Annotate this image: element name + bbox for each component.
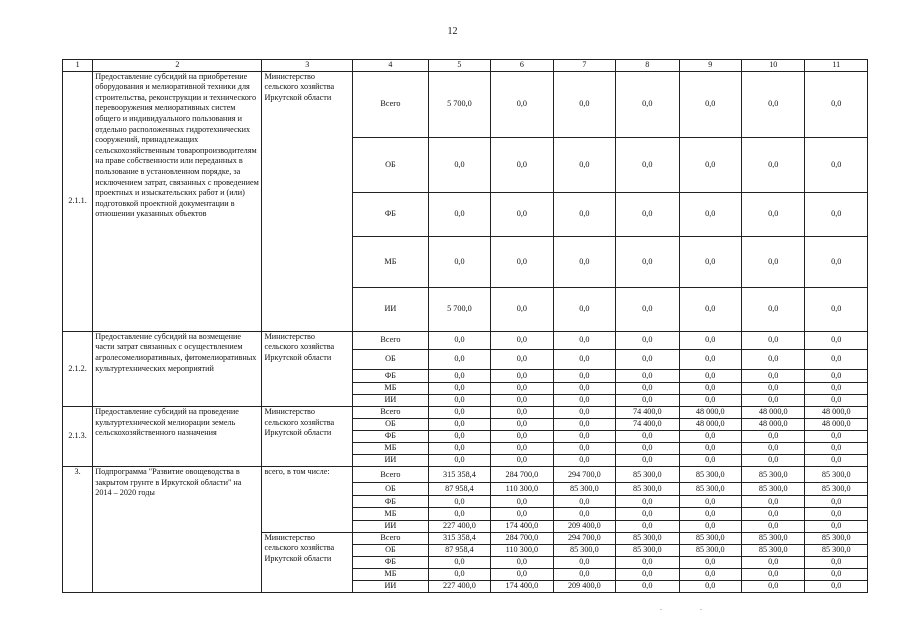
- table-row: [63, 71, 868, 137]
- value-cell: 0,0: [679, 508, 741, 520]
- funding-source-cell: ИИ: [353, 287, 429, 331]
- value-cell: 0,0: [491, 443, 553, 455]
- funding-source-cell: МБ: [353, 568, 429, 580]
- value-cell: 0,0: [679, 580, 741, 592]
- value-cell: 0,0: [741, 331, 804, 349]
- value-cell: 0,0: [741, 287, 804, 331]
- column-header: 2: [93, 60, 262, 72]
- value-cell: 0,0: [679, 568, 741, 580]
- value-cell: 48 000,0: [679, 419, 741, 431]
- column-header: 5: [428, 60, 490, 72]
- value-cell: 0,0: [616, 520, 679, 532]
- executor-cell: Министерство сельского хозяйства Иркутской области: [262, 331, 353, 406]
- value-cell: 0,0: [679, 71, 741, 137]
- table-row: [63, 331, 868, 349]
- value-cell: 0,0: [553, 568, 615, 580]
- value-cell: 0,0: [805, 580, 868, 592]
- value-cell: 0,0: [616, 193, 679, 237]
- value-cell: 0,0: [679, 369, 741, 382]
- value-cell: 0,0: [428, 331, 490, 349]
- funding-source-cell: ОБ: [353, 544, 429, 556]
- column-header: 3: [262, 60, 353, 72]
- funding-source-cell: ФБ: [353, 431, 429, 443]
- value-cell: 85 300,0: [805, 544, 868, 556]
- value-cell: 0,0: [491, 331, 553, 349]
- value-cell: 0,0: [616, 496, 679, 508]
- value-cell: 0,0: [679, 287, 741, 331]
- value-cell: 0,0: [553, 237, 615, 287]
- value-cell: 85 300,0: [679, 467, 741, 483]
- value-cell: 0,0: [428, 137, 490, 192]
- value-cell: 0,0: [553, 193, 615, 237]
- value-cell: 0,0: [741, 508, 804, 520]
- table-row: [63, 467, 868, 483]
- executor-cell: Министерство сельского хозяйства Иркутской области: [262, 532, 353, 592]
- funding-source-cell: ИИ: [353, 580, 429, 592]
- value-cell: 0,0: [491, 369, 553, 382]
- funding-source-cell: ИИ: [353, 520, 429, 532]
- value-cell: 0,0: [491, 395, 553, 407]
- value-cell: 315 358,4: [428, 532, 490, 544]
- value-cell: 0,0: [805, 331, 868, 349]
- value-cell: 0,0: [805, 71, 868, 137]
- funding-source-cell: Всего: [353, 71, 429, 137]
- column-header: 8: [616, 60, 679, 72]
- value-cell: 0,0: [553, 382, 615, 394]
- value-cell: 85 300,0: [553, 544, 615, 556]
- value-cell: 0,0: [741, 443, 804, 455]
- funding-source-cell: ИИ: [353, 455, 429, 467]
- funding-source-cell: Всего: [353, 532, 429, 544]
- item-code: 2.1.1.: [63, 71, 93, 331]
- value-cell: 110 300,0: [491, 483, 553, 496]
- value-cell: 0,0: [428, 382, 490, 394]
- value-cell: 0,0: [805, 520, 868, 532]
- value-cell: 0,0: [616, 369, 679, 382]
- value-cell: 85 300,0: [805, 467, 868, 483]
- value-cell: 0,0: [428, 369, 490, 382]
- value-cell: 0,0: [616, 556, 679, 568]
- funding-source-cell: ОБ: [353, 349, 429, 369]
- value-cell: 48 000,0: [741, 407, 804, 419]
- value-cell: 0,0: [805, 508, 868, 520]
- scan-artifact: . .: [660, 603, 710, 612]
- funding-source-cell: Всего: [353, 331, 429, 349]
- value-cell: 85 300,0: [679, 483, 741, 496]
- column-header: 1: [63, 60, 93, 72]
- item-description: Предоставление субсидий на проведение культуртехнической мелиорации земель сельскохозяйственного назначения: [93, 407, 262, 467]
- executor-cell: Министерство сельского хозяйства Иркутской области: [262, 407, 353, 467]
- value-cell: 0,0: [741, 520, 804, 532]
- funding-source-cell: ФБ: [353, 369, 429, 382]
- value-cell: 0,0: [616, 382, 679, 394]
- value-cell: 0,0: [805, 496, 868, 508]
- value-cell: 284 700,0: [491, 467, 553, 483]
- value-cell: 227 400,0: [428, 580, 490, 592]
- value-cell: 0,0: [679, 431, 741, 443]
- value-cell: 5 700,0: [428, 71, 490, 137]
- value-cell: 48 000,0: [741, 419, 804, 431]
- column-header: 9: [679, 60, 741, 72]
- value-cell: 0,0: [679, 520, 741, 532]
- value-cell: 294 700,0: [553, 532, 615, 544]
- value-cell: 0,0: [679, 455, 741, 467]
- funding-source-cell: МБ: [353, 443, 429, 455]
- value-cell: 110 300,0: [491, 544, 553, 556]
- value-cell: 0,0: [679, 382, 741, 394]
- value-cell: 0,0: [428, 443, 490, 455]
- column-header: 11: [805, 60, 868, 72]
- value-cell: 0,0: [741, 349, 804, 369]
- value-cell: 0,0: [741, 382, 804, 394]
- value-cell: 0,0: [741, 369, 804, 382]
- funding-source-cell: МБ: [353, 237, 429, 287]
- item-code: 2.1.3.: [63, 407, 93, 467]
- value-cell: 48 000,0: [679, 407, 741, 419]
- value-cell: 0,0: [553, 287, 615, 331]
- funding-source-cell: МБ: [353, 508, 429, 520]
- value-cell: 0,0: [491, 237, 553, 287]
- value-cell: 0,0: [616, 287, 679, 331]
- value-cell: 0,0: [428, 556, 490, 568]
- value-cell: 0,0: [553, 331, 615, 349]
- value-cell: 0,0: [679, 349, 741, 369]
- value-cell: 0,0: [679, 395, 741, 407]
- value-cell: 85 300,0: [805, 532, 868, 544]
- value-cell: 87 958,4: [428, 483, 490, 496]
- item-description: Предоставление субсидий на приобретение оборудования и мелиоративной техники для строительства, реконструкции и технического перевооружения мелиоративных систем общего и индивидуального пользования и отдельно расположенных гидротехнических сооружений, принадлежащих сельскохозяйственным товаропроизводителям на праве собственности или переданных в пользование в установленном порядке, за исключением затрат, связанных с проведением проектных и изыскательских работ и (или) подготовкой проектной документации в отношении указанных объектов: [93, 71, 262, 331]
- value-cell: 0,0: [805, 556, 868, 568]
- value-cell: 294 700,0: [553, 467, 615, 483]
- value-cell: 0,0: [741, 568, 804, 580]
- value-cell: 85 300,0: [616, 483, 679, 496]
- value-cell: 0,0: [428, 455, 490, 467]
- value-cell: 0,0: [805, 431, 868, 443]
- value-cell: 0,0: [741, 137, 804, 192]
- value-cell: 0,0: [616, 395, 679, 407]
- funding-source-cell: ОБ: [353, 483, 429, 496]
- value-cell: 227 400,0: [428, 520, 490, 532]
- table-row: [63, 407, 868, 419]
- value-cell: 0,0: [428, 508, 490, 520]
- value-cell: 0,0: [805, 193, 868, 237]
- value-cell: 0,0: [553, 431, 615, 443]
- value-cell: 0,0: [679, 443, 741, 455]
- value-cell: 0,0: [741, 455, 804, 467]
- value-cell: 174 400,0: [491, 580, 553, 592]
- value-cell: 0,0: [491, 431, 553, 443]
- funding-source-cell: Всего: [353, 467, 429, 483]
- value-cell: 0,0: [491, 455, 553, 467]
- column-number-row: [63, 60, 868, 72]
- value-cell: 0,0: [679, 496, 741, 508]
- value-cell: 0,0: [428, 407, 490, 419]
- value-cell: 0,0: [428, 395, 490, 407]
- value-cell: 209 400,0: [553, 580, 615, 592]
- value-cell: 0,0: [616, 568, 679, 580]
- value-cell: 0,0: [491, 71, 553, 137]
- value-cell: 0,0: [805, 455, 868, 467]
- value-cell: 0,0: [553, 455, 615, 467]
- value-cell: 85 300,0: [616, 544, 679, 556]
- value-cell: 0,0: [491, 287, 553, 331]
- value-cell: 74 400,0: [616, 407, 679, 419]
- funding-source-cell: ОБ: [353, 419, 429, 431]
- value-cell: 0,0: [553, 508, 615, 520]
- value-cell: 0,0: [741, 556, 804, 568]
- value-cell: 0,0: [805, 287, 868, 331]
- executor-cell: всего, в том числе:: [262, 467, 353, 532]
- value-cell: 0,0: [553, 407, 615, 419]
- value-cell: 0,0: [428, 496, 490, 508]
- item-description: Подпрограмма "Развитие овощеводства в закрытом грунте в Иркутской области" на 2014 – 2020 годы: [93, 467, 262, 593]
- item-code: 2.1.2.: [63, 331, 93, 406]
- value-cell: 85 300,0: [553, 483, 615, 496]
- value-cell: 0,0: [805, 369, 868, 382]
- value-cell: 0,0: [741, 193, 804, 237]
- value-cell: 0,0: [553, 419, 615, 431]
- value-cell: 0,0: [741, 580, 804, 592]
- value-cell: 0,0: [616, 137, 679, 192]
- value-cell: 0,0: [491, 193, 553, 237]
- value-cell: 85 300,0: [741, 544, 804, 556]
- value-cell: 87 958,4: [428, 544, 490, 556]
- value-cell: 0,0: [491, 382, 553, 394]
- value-cell: 85 300,0: [616, 467, 679, 483]
- value-cell: 0,0: [491, 349, 553, 369]
- value-cell: 85 300,0: [805, 483, 868, 496]
- value-cell: 0,0: [805, 137, 868, 192]
- value-cell: 0,0: [616, 431, 679, 443]
- value-cell: 0,0: [741, 431, 804, 443]
- value-cell: 0,0: [553, 369, 615, 382]
- value-cell: 48 000,0: [805, 419, 868, 431]
- value-cell: 0,0: [679, 193, 741, 237]
- value-cell: 0,0: [741, 496, 804, 508]
- value-cell: 0,0: [805, 382, 868, 394]
- funding-source-cell: ФБ: [353, 496, 429, 508]
- value-cell: 0,0: [491, 137, 553, 192]
- value-cell: 0,0: [491, 508, 553, 520]
- value-cell: 0,0: [428, 237, 490, 287]
- value-cell: 0,0: [553, 395, 615, 407]
- value-cell: 0,0: [616, 580, 679, 592]
- value-cell: 0,0: [428, 431, 490, 443]
- value-cell: 0,0: [616, 331, 679, 349]
- value-cell: 85 300,0: [616, 532, 679, 544]
- column-header: 6: [491, 60, 553, 72]
- value-cell: 0,0: [428, 193, 490, 237]
- value-cell: 0,0: [679, 237, 741, 287]
- value-cell: 0,0: [616, 237, 679, 287]
- value-cell: 0,0: [491, 496, 553, 508]
- funding-source-cell: МБ: [353, 382, 429, 394]
- value-cell: 0,0: [679, 137, 741, 192]
- value-cell: 0,0: [616, 349, 679, 369]
- executor-cell: Министерство сельского хозяйства Иркутской области: [262, 71, 353, 331]
- value-cell: 315 358,4: [428, 467, 490, 483]
- value-cell: 85 300,0: [741, 532, 804, 544]
- value-cell: 0,0: [741, 71, 804, 137]
- column-header: 4: [353, 60, 429, 72]
- funding-source-cell: ОБ: [353, 137, 429, 192]
- funding-source-cell: ФБ: [353, 556, 429, 568]
- value-cell: 0,0: [428, 349, 490, 369]
- value-cell: 85 300,0: [741, 483, 804, 496]
- value-cell: 0,0: [491, 556, 553, 568]
- item-code: 3.: [63, 467, 93, 593]
- value-cell: 85 300,0: [679, 532, 741, 544]
- value-cell: 0,0: [491, 407, 553, 419]
- value-cell: 85 300,0: [741, 467, 804, 483]
- value-cell: 0,0: [553, 71, 615, 137]
- value-cell: 0,0: [805, 349, 868, 369]
- value-cell: 209 400,0: [553, 520, 615, 532]
- funding-source-cell: ФБ: [353, 193, 429, 237]
- value-cell: 0,0: [616, 71, 679, 137]
- value-cell: 0,0: [741, 395, 804, 407]
- value-cell: 5 700,0: [428, 287, 490, 331]
- value-cell: 0,0: [616, 455, 679, 467]
- value-cell: 0,0: [616, 443, 679, 455]
- value-cell: 0,0: [679, 331, 741, 349]
- value-cell: 0,0: [428, 419, 490, 431]
- value-cell: 0,0: [553, 349, 615, 369]
- value-cell: 0,0: [553, 443, 615, 455]
- value-cell: 0,0: [741, 237, 804, 287]
- value-cell: 85 300,0: [679, 544, 741, 556]
- value-cell: 0,0: [553, 137, 615, 192]
- value-cell: 0,0: [805, 237, 868, 287]
- value-cell: 48 000,0: [805, 407, 868, 419]
- column-header: 7: [553, 60, 615, 72]
- value-cell: 0,0: [428, 568, 490, 580]
- value-cell: 0,0: [616, 508, 679, 520]
- value-cell: 174 400,0: [491, 520, 553, 532]
- page-number: 12: [447, 26, 458, 37]
- value-cell: 0,0: [805, 568, 868, 580]
- value-cell: 74 400,0: [616, 419, 679, 431]
- value-cell: 0,0: [805, 443, 868, 455]
- value-cell: 0,0: [805, 395, 868, 407]
- budget-table: [62, 59, 868, 593]
- value-cell: 0,0: [553, 556, 615, 568]
- value-cell: 284 700,0: [491, 532, 553, 544]
- item-description: Предоставление субсидий на возмещение части затрат связанных с осуществлением агролесомелиоративных, фитомелиоративных культуртехнических мероприятий: [93, 331, 262, 406]
- value-cell: 0,0: [679, 556, 741, 568]
- value-cell: 0,0: [491, 568, 553, 580]
- value-cell: 0,0: [491, 419, 553, 431]
- column-header: 10: [741, 60, 804, 72]
- funding-source-cell: ИИ: [353, 395, 429, 407]
- funding-source-cell: Всего: [353, 407, 429, 419]
- value-cell: 0,0: [553, 496, 615, 508]
